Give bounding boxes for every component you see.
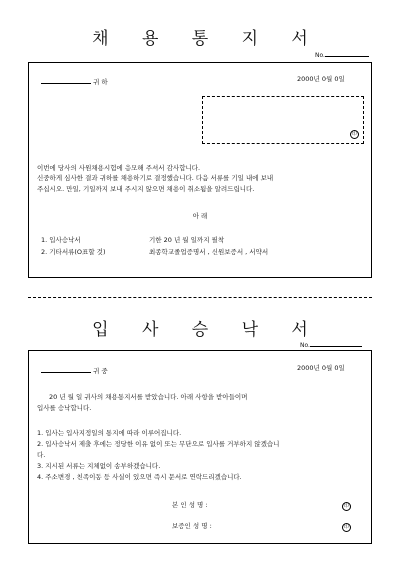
- acceptance-date: 2000년 0월 0일: [297, 364, 345, 372]
- notice-body-line: 주십시오. 만일, 기일까지 보내 주시지 않으면 채용이 취소됨을 알려드립니다.: [37, 185, 255, 193]
- notice-no-label: No.: [315, 52, 325, 59]
- notice-no-blank: [325, 50, 369, 57]
- signer-label: 본 인 성 명 :: [172, 501, 208, 509]
- acceptance-recipient-suffix: 귀 중: [93, 367, 108, 375]
- notice-body-line: 이번에 당사의 사원채용시험에 응모해 주셔서 감사합니다.: [37, 164, 201, 172]
- notice-body-line: 신중하게 심사한 결과 귀하를 채용하기로 결정했습니다. 다음 서류를 기일 내에 보내: [37, 174, 274, 182]
- signer-label: 보증인 성 명 :: [172, 522, 212, 530]
- acceptance-term: 1. 입사는 입사지정일의 통지에 따라 이루어집니다.: [37, 429, 182, 437]
- acceptance-term: 3. 지시된 서류는 지체없이 송부하겠습니다.: [37, 462, 161, 470]
- address-box: [202, 96, 364, 144]
- notice-no: [315, 50, 369, 59]
- seal-icon: 印: [351, 131, 357, 137]
- cut-line: [28, 297, 372, 298]
- notice-frame: [28, 62, 372, 278]
- acceptance-no-label: No.: [300, 342, 310, 349]
- acceptance-no-blank: [310, 340, 362, 347]
- notice-recipient: [41, 75, 108, 88]
- acceptance-recipient: [41, 364, 108, 377]
- acceptance-term: 2. 입사승낙서 제출 후에는 정당한 이유 없이 또는 무단으로 입사를 거부하지 않겠습니: [37, 440, 280, 448]
- seal-icon: 印: [343, 503, 349, 509]
- notice-item-detail: 최종학교졸업증명서 , 신원보증서 , 서약서: [149, 248, 269, 256]
- notice-recipient-blank: [41, 75, 91, 84]
- acceptance-intro-line: 20 년 월 일 귀사의 채용통지서를 받았습니다. 아래 사항을 받아들이며: [49, 393, 248, 401]
- acceptance-term: 4. 주소변경 , 친족이동 등 사실이 있으면 즉시 문서로 연락드리겠습니다.: [37, 473, 242, 481]
- notice-item-label: 1. 입사승낙서: [41, 236, 81, 244]
- acceptance-no: [300, 340, 362, 349]
- notice-item-label: 2. 기타서류(O표할 것): [41, 248, 106, 256]
- notice-item-detail: 기한 20 년 월 일까지 필착: [149, 236, 225, 244]
- acceptance-term: 다.: [37, 451, 46, 459]
- acceptance-intro-line: 입사를 승낙합니다.: [37, 404, 92, 412]
- acceptance-recipient-blank: [41, 364, 91, 373]
- acceptance-frame: [28, 350, 372, 544]
- notice-title: 채 용 통 지 서: [92, 29, 322, 49]
- seal-icon: 印: [343, 524, 349, 530]
- acceptance-title: 입 사 승 낙 서: [92, 320, 322, 340]
- notice-recipient-suffix: 귀 하: [93, 78, 108, 86]
- notice-center-label: 아 래: [192, 212, 208, 220]
- notice-date: 2000년 0월 0일: [297, 75, 345, 83]
